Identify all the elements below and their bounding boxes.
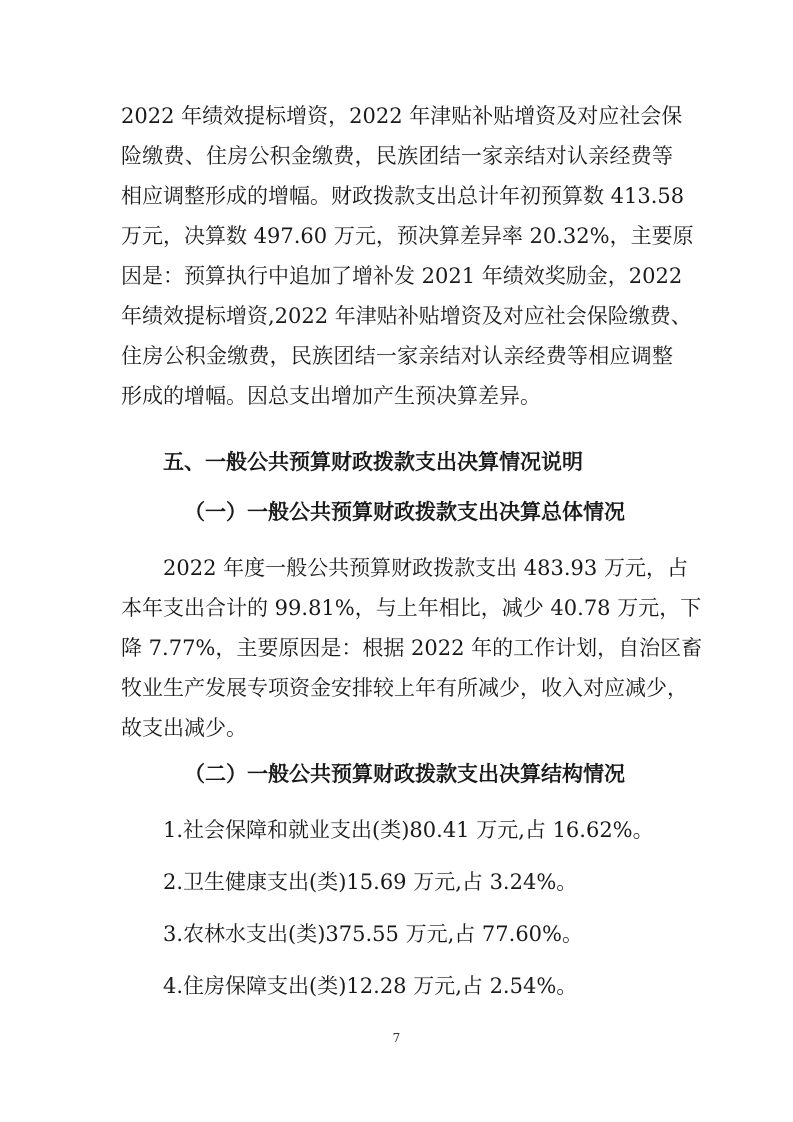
paragraph-line: 降 7.77%，主要原因是：根据 2022 年的工作计划，自治区畜 [121,636,703,660]
list-item: 1.社会保障和就业支出(类)80.41 万元,占 16.62%。 [163,818,654,842]
paragraph-line: 形成的增幅。因总支出增加产生预决算差异。 [121,384,541,408]
section-heading: 五、一般公共预算财政拨款支出决算情况说明 [163,450,583,474]
paragraph-overall-expenditure [121,552,703,744]
paragraph-line: 故支出减少。 [121,716,247,740]
list-item: 4.住房保障支出(类)12.28 万元,占 2.54%。 [163,974,578,998]
paragraph-budget-variance [121,100,694,412]
page-number: 7 [392,1031,401,1045]
paragraph-line: 2022 年绩效提标增资，2022 年津贴补贴增资及对应社会保 [121,104,683,128]
paragraph-line: 2022 年度一般公共预算财政拨款支出 483.93 万元，占 [163,556,688,580]
subsection-heading: （二）一般公共预算财政拨款支出决算结构情况 [184,762,625,786]
paragraph-line: 本年支出合计的 99.81%，与上年相比，减少 40.78 万元，下 [121,596,702,620]
paragraph-line: 相应调整形成的增幅。财政拨款支出总计年初预算数 413.58 [121,184,685,208]
paragraph-line: 万元，决算数 497.60 万元，预决算差异率 20.32%，主要原 [121,224,694,248]
subsection-heading: （一）一般公共预算财政拨款支出决算总体情况 [184,500,625,524]
paragraph-line: 牧业生产发展专项资金安排较上年有所减少，收入对应减少， [121,676,688,700]
list-item: 2.卫生健康支出(类)15.69 万元,占 3.24%。 [163,870,578,894]
paragraph-line: 险缴费、住房公积金缴费，民族团结一家亲结对认亲经费等 [121,144,673,168]
paragraph-line: 住房公积金缴费，民族团结一家亲结对认亲经费等相应调整 [121,344,673,368]
list-item: 3.农林水支出(类)375.55 万元,占 77.60%。 [163,922,583,946]
paragraph-line: 年绩效提标增资,2022 年津贴补贴增资及对应社会保险缴费、 [121,304,692,328]
paragraph-line: 因是：预算执行中追加了增补发 2021 年绩效奖励金，2022 [121,264,683,288]
